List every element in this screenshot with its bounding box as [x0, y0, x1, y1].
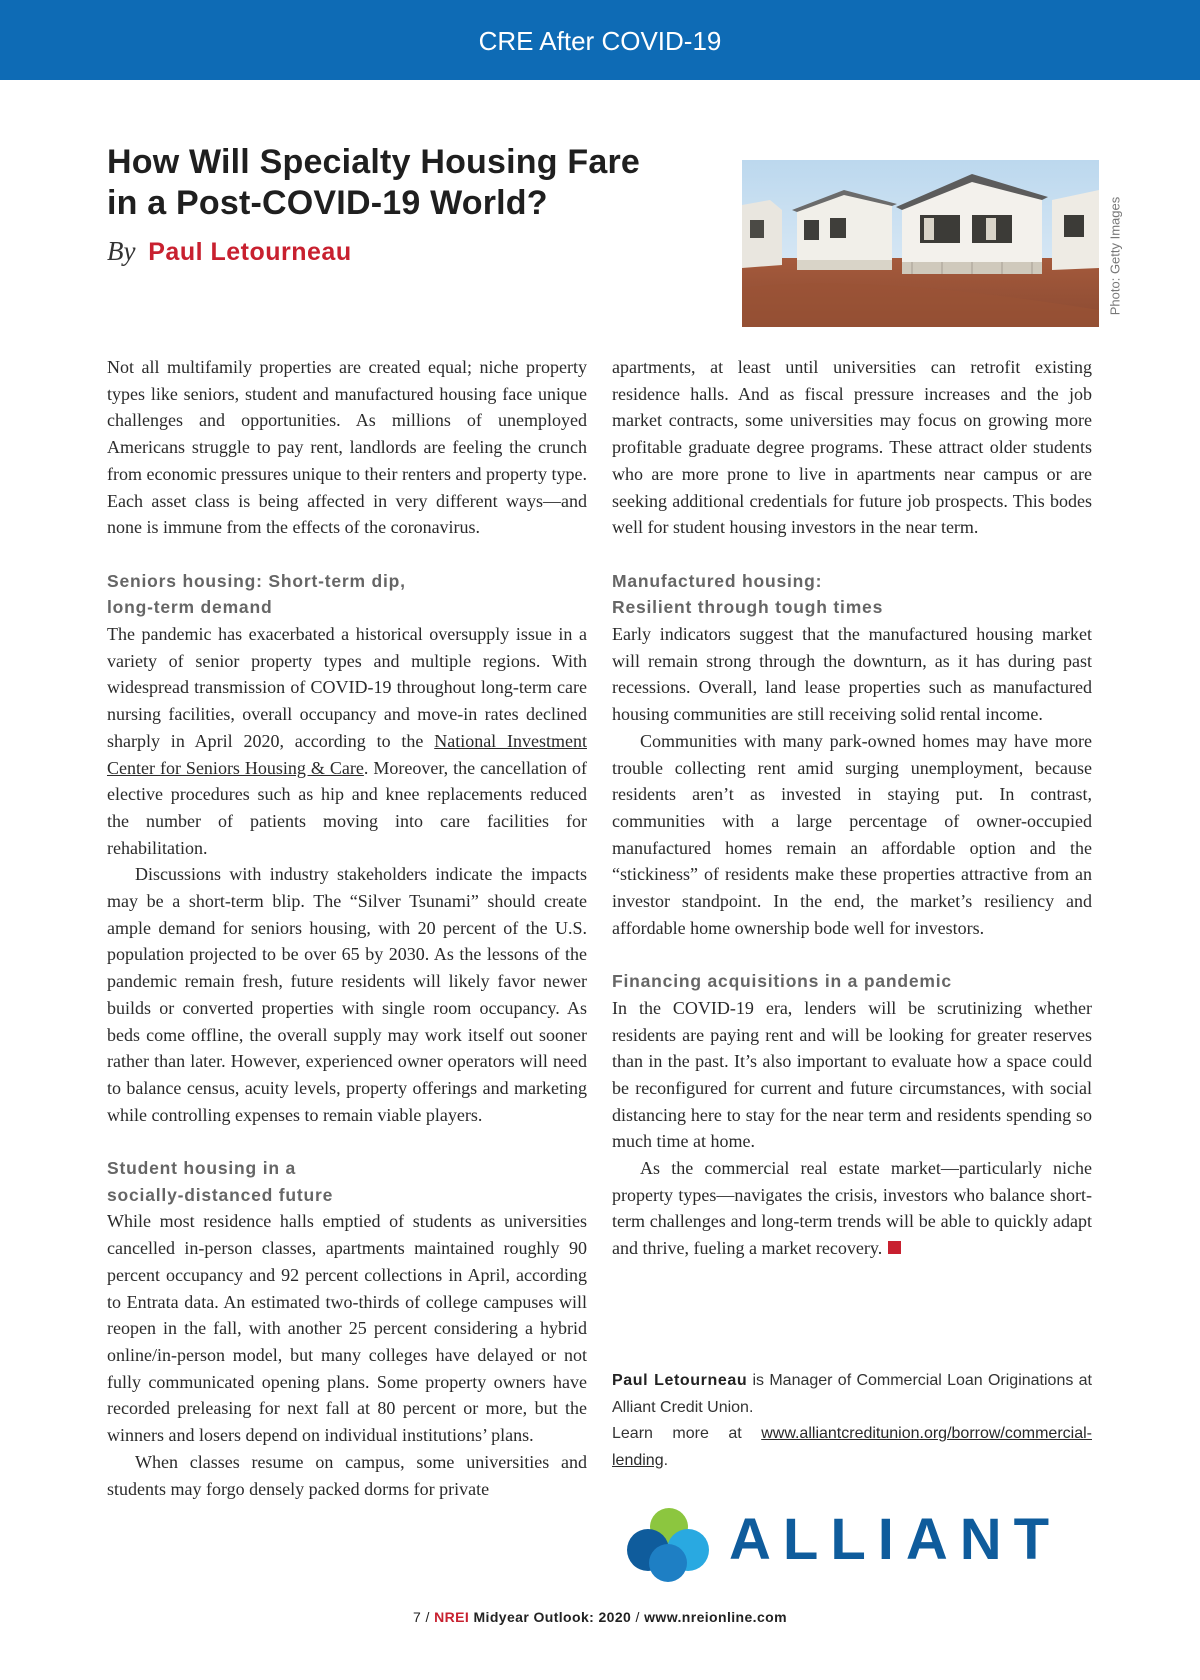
- manufactured-homes-photo: [742, 160, 1099, 327]
- photo-credit-text: Photo: Getty Images: [1107, 196, 1123, 316]
- bio-text: is Manager of Commercial Loan Originations at Alliant Credit Union.: [612, 1372, 1092, 1416]
- student-paragraph-2-continued: apartments, at least until universities can retrofit existing residence halls. And as fiscal pressure increases and the job market contracts, some universities may focus on growing more profitable graduate degree programs. These attract older students who are more prone to live in apartments near campus or are seeking additional credentials for future job prospects. This bodes well for student housing investors in the near term.: [612, 357, 1092, 538]
- footer-site[interactable]: www.nreionline.com: [644, 1609, 787, 1625]
- byline: [107, 236, 352, 267]
- photo-credit: [1102, 184, 1128, 328]
- manufactured-paragraph-2: Communities with many park-owned homes may have more trouble collecting rent amid surging unemployment, because residents aren’t as invested in staying put. In contrast, communities with a large percentage of owner-occupied manufactured homes remain an affordable option and the “stickiness” of residents make these properties attractive from an investor standpoint. In the end, the market’s resiliency and affordable home ownership bode well for investors.: [612, 730, 1092, 938]
- alliant-logo-mark-icon: [617, 1505, 727, 1585]
- article-column-right: [612, 354, 1092, 1262]
- financing-heading: Financing acquisitions in a pandemic: [612, 971, 952, 992]
- article-headline: [107, 142, 747, 224]
- byline-prefix: By: [107, 236, 136, 266]
- page-footer: [0, 1609, 1200, 1625]
- footer-separator-2: /: [631, 1609, 645, 1625]
- footer-publication: Midyear Outlook: 2020: [469, 1609, 632, 1625]
- learn-more-prefix: Learn more at: [612, 1425, 762, 1443]
- footer-separator: /: [421, 1609, 435, 1625]
- financing-paragraph-1: In the COVID-19 era, lenders will be scrutinizing whether residents are paying rent and will be looking for greater reserves than in the past. It’s also important to evaluate how a space could be reconfigured for current and future circumstances, with social distancing here to stay for the near term and residents spending so much time at home.: [612, 997, 1092, 1152]
- author-bio: [612, 1368, 1092, 1475]
- author-name: Paul Letourneau: [148, 238, 352, 266]
- manufactured-heading-line-1: Manufactured housing:: [612, 570, 823, 591]
- footer-brand: NREI: [434, 1609, 470, 1625]
- student-paragraph-1: While most residence halls emptied of students as universities cancelled in-person classes, apartments maintained roughly 90 percent occupancy and 92 percent collections in April, according to Entrata data. An estimated two-thirds of college campuses will reopen in the fall, with another 25 percent considering a hybrid online/in-person model, but many colleges have delayed or not fully communicated opening plans. Some property owners have recorded preleasing for next fall at 80 percent or more, but the winners and losers depend on individual institutions’ plans.: [107, 1211, 587, 1446]
- intro-paragraph: Not all multifamily properties are created equal; niche property types like seniors, student and manufactured housing face unique challenges and opportunities. As millions of unemployed Americans struggle to pay rent, landlords are feeling the crunch from economic pressures unique to their renters and property type. Each asset class is being affected in very different ways—and none is immune from the effects of the coronavirus.: [107, 357, 587, 538]
- alliant-logo: [617, 1505, 1092, 1585]
- headline-line-1: How Will Specialty Housing Fare: [107, 143, 640, 181]
- manufactured-heading-line-2: Resilient through tough times: [612, 597, 884, 618]
- student-paragraph-2-start: When classes resume on campus, some universities and students may forgo densely packed dorms for private: [107, 1451, 587, 1499]
- manufactured-homes-illustration: [742, 160, 1099, 327]
- manufactured-paragraph-1: Early indicators suggest that the manufactured housing market will remain strong through the downturn, as it has during past recessions. Overall, land lease properties such as manufactured housing communities are still receiving solid rental income.: [612, 624, 1092, 725]
- alliant-logo-text: ALLIANT: [729, 1507, 1062, 1572]
- section-title: CRE After COVID-19: [478, 26, 722, 56]
- nic-link[interactable]: National Investment Center for Seniors Housing & Care: [107, 730, 587, 778]
- seniors-paragraph-1: [107, 621, 587, 861]
- page-number: 7: [413, 1609, 422, 1625]
- student-heading: [107, 1155, 587, 1208]
- financing-paragraph-2: [612, 1155, 1092, 1262]
- alliant-commercial-lending-link[interactable]: www.alliantcreditunion.org/borrow/commercial-lending: [612, 1425, 1092, 1470]
- article-column-left: [107, 354, 587, 1502]
- seniors-heading: [107, 568, 587, 621]
- learn-more-suffix: .: [663, 1452, 669, 1470]
- bio-paragraph: [612, 1368, 1092, 1421]
- seniors-heading-line-2: long-term demand: [107, 597, 273, 618]
- bio-author-name: Paul Letourneau: [612, 1372, 748, 1389]
- seniors-p1-text-end: . Moreover, the cancellation of elective procedures such as hip and knee replacements reduced the number of patients moving into care facilities for rehabilitation.: [107, 757, 587, 858]
- manufactured-heading: [612, 568, 1092, 621]
- seniors-heading-line-1: Seniors housing: Short-term dip,: [107, 570, 406, 591]
- student-heading-line-2: socially-distanced future: [107, 1184, 334, 1205]
- bio-learn-more: [612, 1421, 1092, 1474]
- seniors-p1-text: The pandemic has exacerbated a historical oversupply issue in a variety of senior property types and multiple regions. With widespread transmission of COVID-19 throughout long-term care nursing facilities, overall occupancy and move-in rates declined sharply in April 2020, according to the: [107, 624, 587, 751]
- student-heading-line-1: Student housing in a: [107, 1158, 297, 1179]
- headline-line-2: in a Post-COVID-19 World?: [107, 184, 548, 222]
- financing-p2-text: As the commercial real estate market—particularly niche property types—navigates the crisis, investors who balance short-term challenges and long-term trends will be able to quickly adapt and thrive, fueling a market recovery.: [612, 1158, 1092, 1259]
- end-of-article-mark: [888, 1241, 901, 1254]
- seniors-paragraph-2: Discussions with industry stakeholders indicate the impacts may be a short-term blip. The “Silver Tsunami” should create ample demand for seniors housing, with 20 percent of the U.S. population projected to be over 65 by 2030. As the lessons of the pandemic remain fresh, future residents will likely favor newer builds or converted properties with single room occupancy. As beds come offline, the overall supply may work itself out sooner rather than later. However, experienced owner operators will need to balance census, acuity levels, property offerings and marketing while controlling expenses to remain viable players.: [107, 864, 587, 1125]
